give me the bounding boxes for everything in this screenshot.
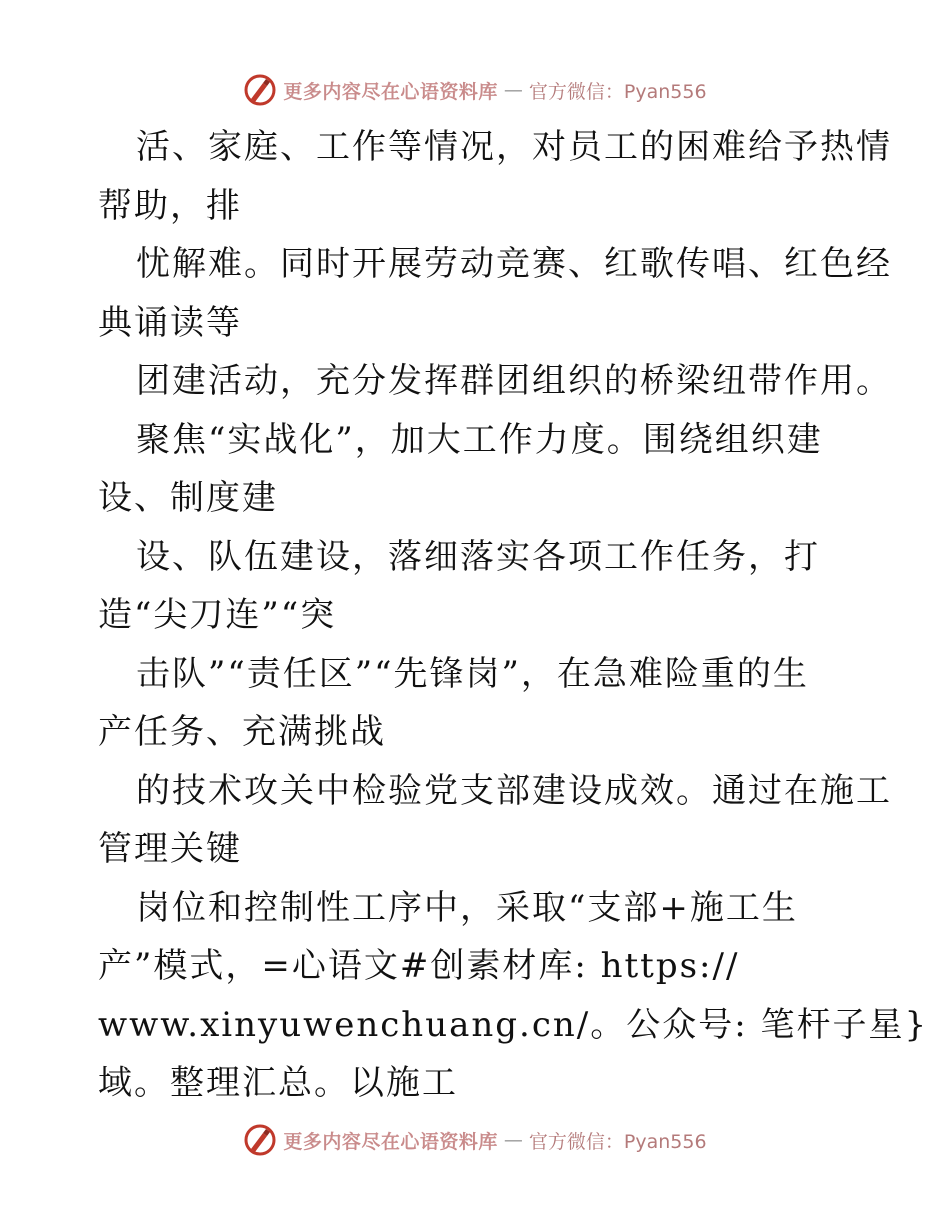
- pen-logo-icon: [243, 73, 277, 107]
- text-line: 帮助，排: [98, 185, 242, 226]
- text-line: 管理关键: [98, 829, 242, 869]
- text-line: 典诵读等: [98, 302, 242, 343]
- text-line: 产”模式，=心语文#创素材库: https://: [98, 946, 740, 986]
- header-banner-contact: 官方微信：Pyan556: [528, 80, 707, 103]
- text-line: 岗位和控制性工序中，采取“支部+施工生: [136, 887, 798, 928]
- text-line: 聚焦“实战化”，加大工作力度。围绕组织建: [136, 419, 823, 460]
- text-line: 域。整理汇总。以施工: [98, 1063, 458, 1103]
- footer-banner-separator: —: [503, 1129, 523, 1151]
- text-line: 的技术攻关中检验党支部建设成效。通过在施工: [136, 770, 892, 811]
- pen-logo-icon: [243, 1123, 277, 1157]
- text-line: 击队”“责任区”“先锋岗”，在急难险重的生: [136, 653, 809, 694]
- text-line: 团建活动，充分发挥群团组织的桥梁纽带作用。: [136, 361, 892, 401]
- text-line: 产任务、充满挑战: [98, 712, 386, 752]
- text-line: www.xinyuwenchuang.cn/。公众号: 笔杆子星}: [98, 1004, 929, 1045]
- header-banner-text: 更多内容尽在心语资料库: [283, 80, 498, 103]
- text-line: 设、队伍建设，落细落实各项工作任务，打: [136, 536, 820, 577]
- header-banner-separator: —: [503, 79, 523, 101]
- text-line: 忧解难。同时开展劳动竞赛、红歌传唱、红色经: [136, 244, 892, 284]
- text-line: 造“尖刀连”“突: [98, 595, 337, 635]
- footer-watermark-banner: [0, 1120, 950, 1160]
- text-line: 设、制度建: [98, 478, 278, 518]
- document-body: [98, 118, 929, 1113]
- footer-banner-contact: 官方微信：Pyan556: [528, 1130, 707, 1153]
- footer-banner-text: 更多内容尽在心语资料库: [283, 1130, 498, 1153]
- text-line: 活、家庭、工作等情况，对员工的困难给予热情: [136, 127, 892, 167]
- header-watermark-banner: [0, 70, 950, 110]
